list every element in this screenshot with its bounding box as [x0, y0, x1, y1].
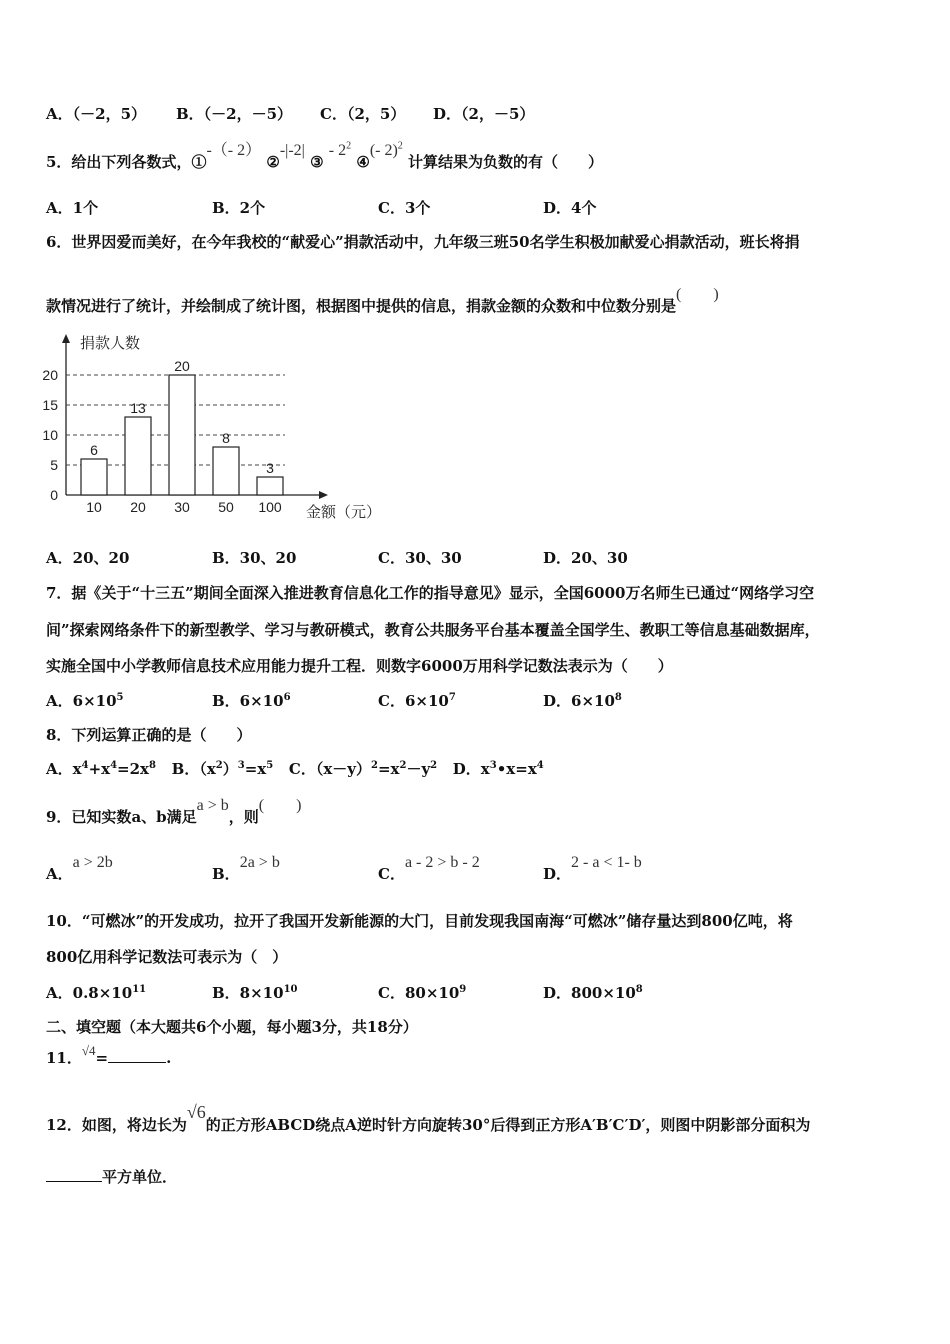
q5-option-c: C．3个: [378, 199, 431, 217]
q5-expr-2: -|-2|: [279, 142, 305, 159]
donation-bar-chart: [40, 330, 400, 530]
q9-option-c: C．a - 2 > b - 2: [378, 854, 480, 883]
q6-option-a: A．20、20: [46, 549, 130, 567]
q5-expr-4: (- 2)$^2$: [369, 140, 403, 159]
q5-expr-3: - $2^2$: [328, 140, 352, 159]
x-tick-label: 50: [218, 499, 234, 515]
q12-stem-line2: 平方单位．: [46, 1166, 177, 1187]
q6-option-b: B．30、20: [212, 549, 297, 567]
section-2-title: 二、填空题（本大题共6个小题，每小题3分，共18分）: [46, 1018, 418, 1036]
q9-option-a: A．a > 2b: [46, 854, 113, 883]
q4-option-a: A．（－2，5）: [46, 105, 147, 123]
x-tick-label: 10: [86, 499, 102, 515]
q9-answer-paren: ( ): [258, 797, 302, 814]
y-tick-label: 15: [42, 397, 58, 413]
q5-option-b: B．2个: [212, 199, 266, 217]
q7-stem-line3: 实施全国中小学教师信息技术应用能力提升工程．则数字6000万用科学记数法表示为（ ）: [46, 657, 673, 675]
y-tick-label: 20: [42, 367, 58, 383]
chart-y-axis-label: 捐款人数: [80, 335, 141, 352]
bar-10: [81, 459, 107, 495]
q12-answer-blank[interactable]: [46, 1169, 102, 1182]
bar-value-label: 3: [266, 460, 274, 476]
x-tick-label: 20: [130, 499, 146, 515]
q7-option-a: A．$6\times 10^5$: [46, 692, 124, 710]
x-tick-label: 100: [258, 499, 282, 515]
q10-option-c: C．$80\times 10^9$: [378, 984, 467, 1002]
q8-option-b: B．$(x^2)^3=x^5$: [171, 760, 274, 778]
q11-radical: √4: [81, 1043, 96, 1058]
q10-option-d: D．$800\times 10^8$: [543, 984, 643, 1002]
y-axis-arrow-icon: [62, 334, 70, 343]
q12-radical: √6: [186, 1102, 206, 1122]
q7-option-c: C．$6\times 10^7$: [378, 692, 456, 710]
y-tick-label: 0: [50, 487, 58, 503]
q7-stem-line1: 7．据《关于“十三五”期间全面深入推进教育信息化工作的指导意见》显示，全国6000万名师生已通过“网络学习空: [46, 584, 815, 602]
q5-option-a: A．1个: [46, 199, 99, 217]
q11-stem: 11．√4= .: [46, 1043, 172, 1067]
bar-50: [213, 447, 239, 495]
x-axis-arrow-icon: [319, 491, 328, 499]
bar-30: [169, 375, 195, 495]
q4-option-c: C．（2，5）: [320, 105, 406, 123]
bar-value-label: 13: [130, 400, 146, 416]
q4-option-d: D．（2，－5）: [433, 105, 535, 123]
q7-option-b: B．$6\times 10^6$: [212, 692, 291, 710]
y-tick-label: 10: [42, 427, 58, 443]
q5-option-d: D．4个: [543, 199, 597, 217]
bar-100: [257, 477, 283, 495]
chart-x-axis-label: 金额（元）: [306, 504, 382, 521]
q7-stem-line2: 间”探索网络条件下的新型教学、学习与教研模式，教育公共服务平台基本覆盖全国学生、教职工等信息基础数据库，: [46, 621, 820, 639]
q9-stem: 9．已知实数a、b满足a > b，则( ): [46, 797, 302, 826]
y-tick-label: 5: [50, 457, 58, 473]
bar-value-label: 8: [222, 430, 230, 446]
bar-value-label: 20: [174, 358, 190, 374]
q9-option-b: B．2a > b: [212, 854, 280, 883]
q9-condition: a > b: [196, 797, 229, 814]
q12-stem-line1: 12．如图，将边长为√6的正方形ABCD绕点A逆时针方向旋转30°后得到正方形A′B′C′D′，则图中阴影部分面积为: [46, 1102, 811, 1134]
q8-stem: 8．下列运算正确的是（ ）: [46, 726, 252, 744]
q9-option-d: D．2 - a < 1- b: [543, 854, 642, 883]
bar-20: [125, 417, 151, 495]
q8-option-d: D．$x^3•x=x^4$: [452, 760, 544, 778]
q6-option-d: D．20、30: [543, 549, 628, 567]
q6-answer-paren: ( ): [676, 286, 719, 303]
q10-option-a: A．$0.8\times 10^{11}$: [46, 984, 147, 1002]
q5-stem: 5．给出下列各数式，①-（- 2） ②-|-2| ③ - $2^2$ ④(- 2)$^2$ 计算结果为负数的有（ ）: [46, 140, 604, 171]
q6-stem-line1: 6．世界因爱而美好，在今年我校的“献爱心”捐款活动中，九年级三班50名学生积极加献爱心捐款活动，班长将捐: [46, 233, 800, 251]
x-tick-label: 30: [174, 499, 190, 515]
q5-expr-1: -（- 2）: [206, 142, 262, 159]
q7-option-d: D．$6\times 10^8$: [543, 692, 622, 710]
q8-options: [46, 758, 544, 779]
q10-stem-line1: 10．“可燃冰”的开发成功，拉开了我国开发新能源的大门，目前发现我国南海“可燃冰”储存量达到800亿吨，将: [46, 912, 793, 930]
q10-stem-line2: 800亿用科学记数法可表示为（ ）: [46, 948, 288, 966]
bar-value-label: 6: [90, 442, 98, 458]
q4-option-b: B．（－2，－5）: [176, 105, 293, 123]
q6-stem-line2: 款情况进行了统计，并绘制成了统计图，根据图中提供的信息，捐款金额的众数和中位数分别是( ): [46, 286, 719, 315]
q10-option-b: B．$8\times 10^{10}$: [212, 984, 298, 1002]
q6-option-c: C．30、30: [378, 549, 462, 567]
q11-answer-blank[interactable]: [108, 1050, 166, 1063]
q8-option-a: A．$x^4+x^4=2x^8$: [46, 760, 156, 778]
q8-option-c: C．$(x-y)^2=x^2-y^2$: [288, 760, 438, 778]
